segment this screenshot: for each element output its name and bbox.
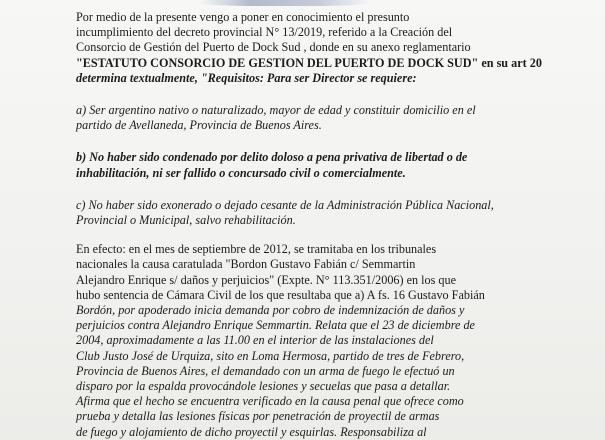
requirement-a-line: partido de Avellaneda, Provincia de Buenos Aires.	[76, 118, 322, 133]
body-line: disparo por la espalda provocándole lesiones y secuelas que pasa a detallar.	[76, 379, 451, 394]
requirement-b	[76, 150, 525, 180]
body-line: hubo sentencia de Cámara Civil de los que resultaba que a) A fs. 16 Gustavo Fabián	[76, 287, 485, 302]
body-line: nacionales la causa caratulada "Bordon Gustavo Fabián c/ Semmartin	[76, 257, 416, 272]
body-line: de fuego y alojamiento de dicho proyectil y esquirlas. Responsabiliza al	[76, 424, 427, 439]
requirement-a	[76, 103, 525, 133]
body-line: Afirma que el hecho se encuentra verificado en la causa penal que ofrece como	[76, 394, 464, 409]
intro-paragraph	[76, 10, 542, 86]
requirement-b-line: inhabilitación, ni ser fallido o concursado civil o comercialmente.	[76, 165, 406, 180]
body-line: perjuicios contra Alejandro Enrique Semmartin. Relata que el 23 de diciembre de	[76, 318, 475, 333]
body-line: Alejandro Enrique s/ daños y perjuicios" (Expte. N° 113.351/2006) en los que	[76, 272, 457, 287]
requirement-a-line: a) Ser argentino nativo o naturalizado, mayor de edad y constituir domicilio en el	[76, 103, 476, 118]
scan-mark	[200, 0, 370, 6]
body-line: 2004, aproximadamente a las 11.00 en el interior de las instalaciones del	[76, 333, 434, 348]
requirement-b-line: b) No haber sido condenado por delito doloso a pena privativa de libertad o de	[76, 150, 468, 165]
body-line: En efecto: en el mes de septiembre de 2012, se tramitaba en los tribunales	[76, 242, 437, 257]
intro-line: incumplimiento del decreto provincial N° 13/2019, referido a la Creación del	[76, 25, 453, 40]
intro-line-statute: "ESTATUTO CONSORCIO DE GESTION DEL PUERTO DE DOCK SUD" en su art 20	[76, 55, 542, 70]
body-paragraph	[76, 242, 525, 440]
body-line: Club Justo José de Urquiza, sito en Loma Hermosa, partido de tres de Febrero,	[76, 348, 465, 363]
document-text	[76, 10, 542, 440]
body-line: Provincia de Buenos Aires, el demandado con un arma de fuego le efectuó un	[76, 363, 455, 378]
requirement-c-line: Provincial o Municipal, salvo rehabilitación.	[76, 213, 296, 228]
intro-line: Consorcio de Gestión del Puerto de Dock Sud , donde en su anexo reglamentario	[76, 40, 471, 55]
intro-line-requisitos: determina textualmente, "Requisitos: Para ser Director se requiere:	[76, 70, 417, 85]
requirement-c	[76, 198, 525, 228]
intro-line: Por medio de la presente vengo a poner en conocimiento el presunto	[76, 10, 410, 24]
body-line: prueba y detalla las lesiones físicas por penetración de proyectil de armas	[76, 409, 440, 424]
body-line: Bordón, por apoderado inicia demanda por cobro de indemnización de daños y	[76, 303, 465, 318]
requirement-c-line: c) No haber sido exonerado o dejado cesante de la Administración Pública Nacional,	[76, 197, 494, 212]
